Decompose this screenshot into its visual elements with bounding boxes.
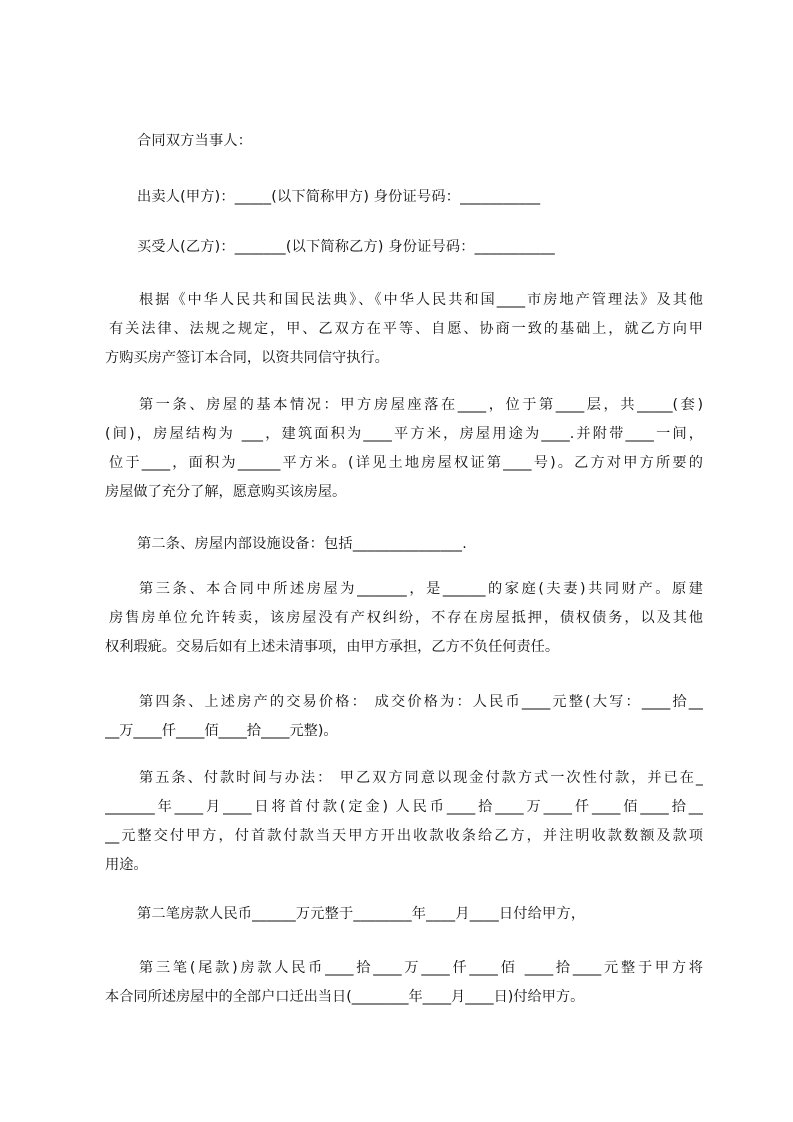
article-1-line: 第一条、房屋的基本情况：甲方房屋座落在____，位于第____层，共_____(套): [139, 397, 703, 413]
article-5-line: 第五条、付款时间与办法： 甲乙双方同意以现金付款方式一次性付款，并已在_: [139, 770, 703, 786]
buyer-line: 买受人(乙方)：_______(以下简称乙方) 身份证号码：___________: [137, 239, 555, 255]
final-payment-line: 本合同所述房屋中的全部户口迁出当日(________年____月____日)付给甲方。: [105, 989, 585, 1005]
article-3-line: 权利瑕疵。交易后如有上述未清事项，由甲方承担，乙方不负任何责任。: [105, 639, 560, 655]
article-5-line: _______年____月____日将首付款(定金) 人民币____拾____万____仟____佰____拾__: [105, 799, 703, 815]
article-3-line: 第三条、本合同中所述房屋为_______，是______的家庭(夫妻)共同财产。原建: [139, 581, 703, 597]
article-1: [105, 391, 703, 507]
article-1-line: (间)，房屋结构为 ___，建筑面积为____平方米，房屋用途为____.并附带____一间，: [105, 426, 703, 442]
final-payment: [105, 954, 703, 1012]
article-5-line: 用途。: [105, 857, 148, 873]
intro-paragraph: [105, 286, 703, 373]
article-4-line: 第四条、上述房产的交易价格： 成交价格为：人民币____元整(大写：____拾__: [139, 694, 703, 710]
article-3-line: 房售房单位允许转卖，该房屋没有产权纠纷，不存在房屋抵押，债权债务，以及其他: [109, 610, 703, 626]
parties-heading: 合同双方当事人：: [137, 133, 253, 149]
article-1-line: 位于____，面积为______平方米。(详见土地房屋权证第____号)。乙方对甲方所要的: [109, 455, 703, 471]
article-5-line: __元整交付甲方，付首款付款当天甲方开出收款收条给乙方，并注明收款数额及款项: [105, 828, 703, 844]
seller-line: 出卖人(甲方)：_____(以下简称甲方) 身份证号码：___________: [137, 189, 541, 205]
intro-line: 方购买房产签订本合同，以资共同信守执行。: [105, 350, 389, 366]
final-payment-line: 第三笔(尾款)房款人民币____拾____万____仟____佰 ____拾____元整于甲方将: [139, 960, 703, 976]
article-1-line: 房屋做了充分了解，愿意购买该房屋。: [105, 484, 347, 500]
intro-line: 有关法律、法规之规定，甲、乙双方在平等、自愿、协商一致的基础上，就乙方向甲: [109, 321, 703, 337]
article-2: 第二条、房屋内部设施设备：包括_______________.: [137, 536, 467, 552]
article-4: [105, 688, 703, 746]
article-5: [105, 764, 703, 880]
article-3: [105, 575, 703, 662]
second-payment: 第二笔房款人民币______万元整于________年____月____日付给甲方，: [137, 906, 586, 922]
intro-line: 根据《中华人民共和国民法典》、《中华人民共和国____市房地产管理法》及其他: [139, 292, 703, 308]
article-4-line: __万____仟____佰____拾____元整)。: [105, 723, 338, 739]
